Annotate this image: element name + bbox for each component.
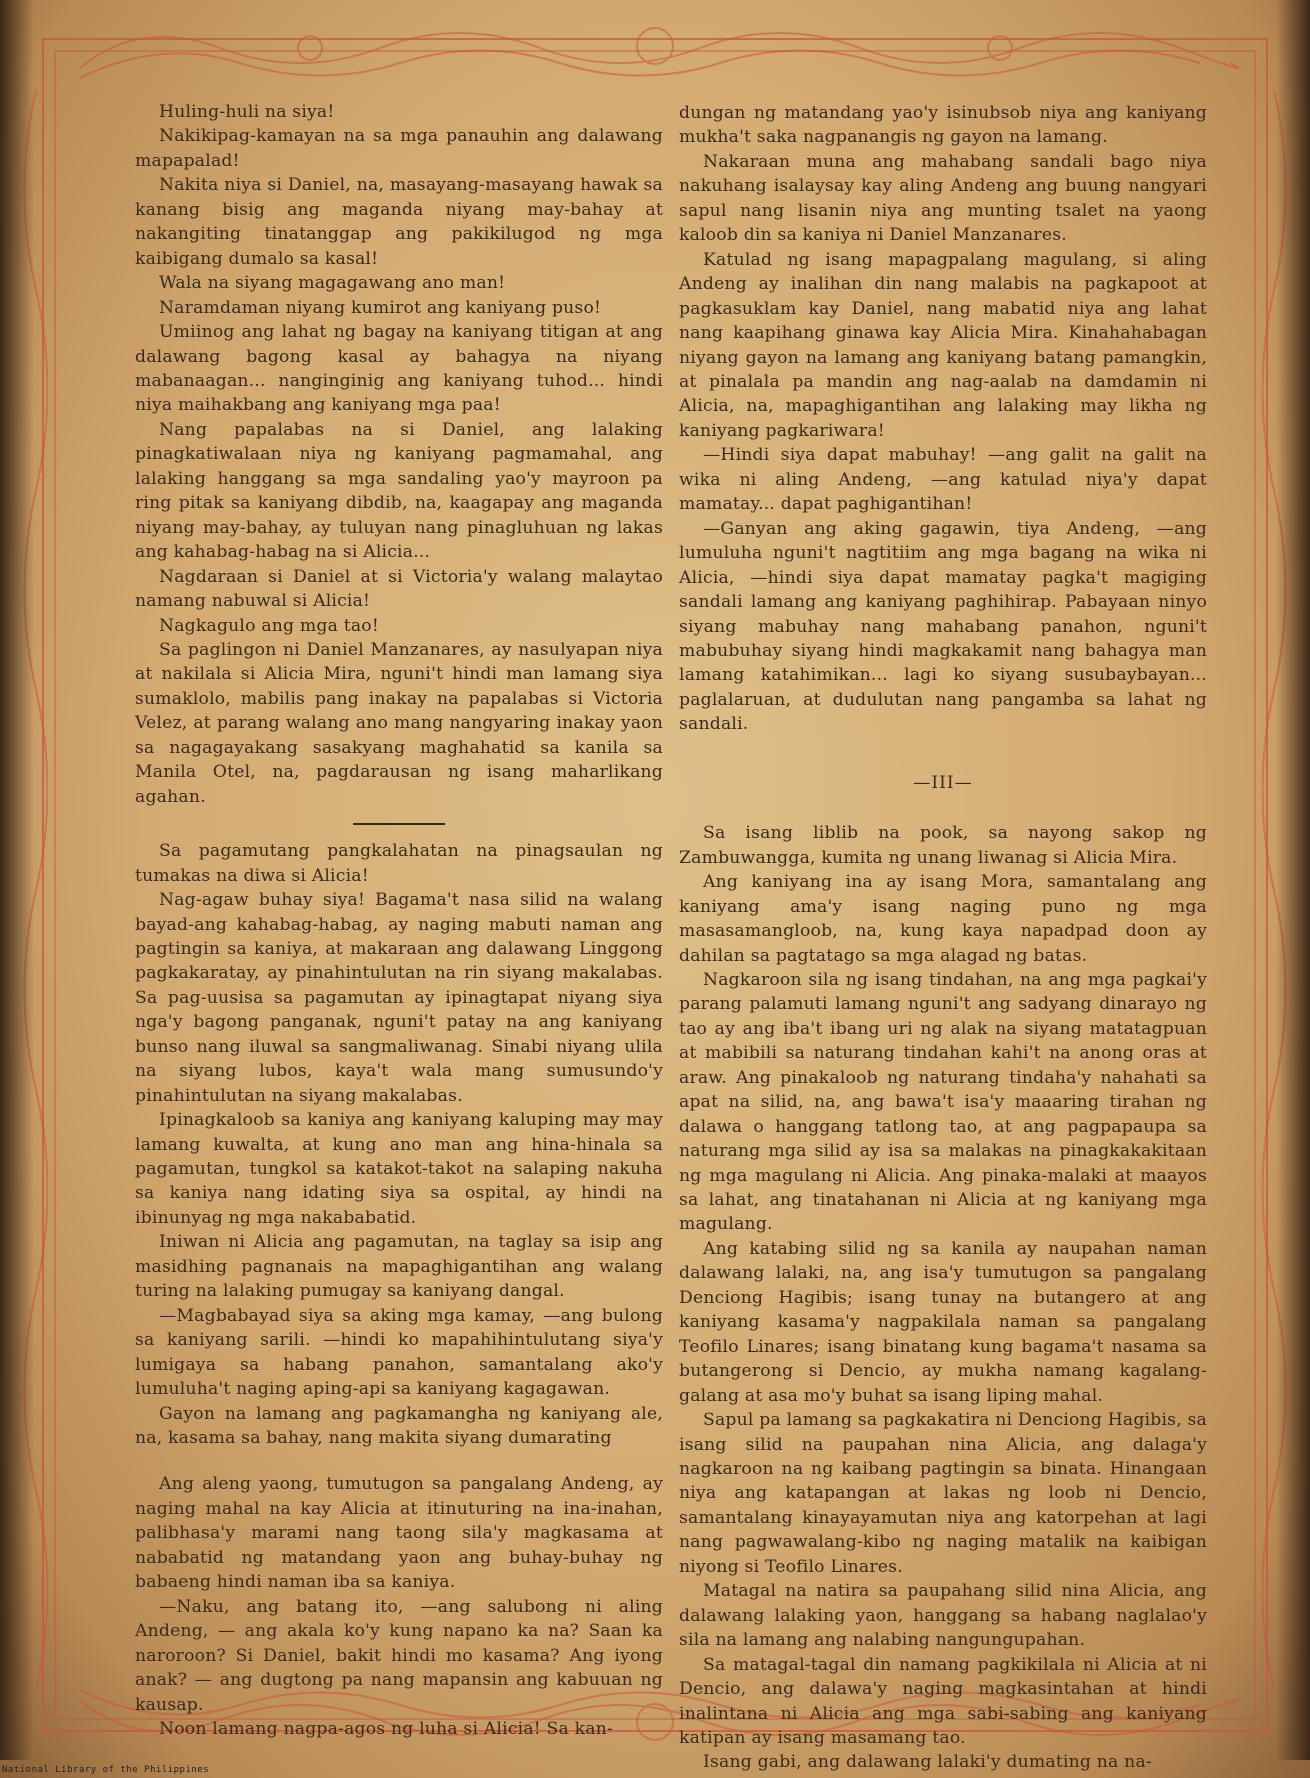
paragraph: Ang katabing silid ng sa kanila ay naupahan naman dalawang lalaki, na, ang isa'y tumutugon sa pangalang Denciong Hagibis; isang tunay na butangero at ang kaniyang kasama'y nagpakilala naman sa pangalang Teofilo Linares; isang binatang kung bagama't nasama sa butangerong si Dencio, ay mukha namang kagalang-galang at asa mo'y buhat sa isang liping mahal. (679, 1238, 1207, 1406)
paragraph: Gayon na lamang ang pagkamangha ng kaniyang ale, na, kasama sa bahay, nang makita siyang dumarating (135, 1403, 663, 1449)
paragraph: —Hindi siya dapat mabuhay! —ang galit na galit na wika ni aling Andeng, —ang katulad niya'y dapat mamatay... dapat paghigantihan! (679, 445, 1207, 515)
paragraph: Sapul pa lamang sa pagkakatira ni Denciong Hagibis, sa isang silid na paupahan nina Alicia, ang dalaga'y nagkaroon na ng kaibang pagtingin sa binata. Hinangaan niya ang katapangan at lakas ng loob ni Dencio, samantalang kinayayamutan niya ang katorpehan at lagi nang pagwawalang-kibo ng naging matalik na kaibigan niyong si Teofilo Linares. (679, 1410, 1207, 1577)
paragraph: Umiinog ang lahat ng bagay na kaniyang titigan at ang dalawang bagong kasal ay bahagya na niyang mabanaagan... nanginginig ang kaniyang tuhod... hindi niya maihakbang ang kaniyang mga paa! (135, 322, 663, 416)
section-separator-rule (353, 823, 445, 825)
left-edge-wear (0, 0, 34, 1760)
library-credit: National Library of the Philippines (2, 1765, 210, 1775)
right-edge-wear (1276, 0, 1310, 1760)
paragraph: Noon lamang nagpa-agos ng luha si Alicia! Sa kan- (159, 1719, 613, 1739)
paragraph: Matagal na natira sa paupahang silid nina Alicia, ang dalawang lalaking yaon, hanggang sa habang naglalao'y sila na lamang ang nalabing nangungupahan. (679, 1581, 1207, 1651)
paragraph: Nagkagulo ang mga tao! (159, 615, 379, 636)
right-text-column (679, 101, 1207, 1775)
paragraph: —Ganyan ang aking gagawin, tiya Andeng, —ang lumuluha nguni't nagtitiim ang mga bagang na wika ni Alicia, —hindi siya dapat mamatay pagka't magiging sandali lamang ang kaniyang paghihirap. Pabayaan ninyo siyang mabuhay nang mahabang panahon, nguni't mabubuhay siyang hindi magkakamit nang bahagya man lamang katahimikan... lagi ko siyang susubaybayan... paglalaruan, at dudulutan nang pangamba sa lahat ng sandali. (679, 518, 1207, 735)
paragraph: Isang gabi, ang dalawang lalaki'y dumating na na- (703, 1752, 1152, 1773)
paragraph: Nang papalabas na si Daniel, ang lalaking pinagkatiwalaan niya ng kaniyang pagmamahal, ang lalaking hanggang sa mga sandaling yao'y mayroon pa ring pitak sa kaniyang dibdib, na, kaagapay ang maganda niyang may-bahay, ay tuluyan nang pinagluhuan ng lakas ang kahabag-habag na si Alicia... (135, 419, 663, 563)
paragraph: Ang aleng yaong, tumutugon sa pangalang Andeng, ay naging mahal na kay Alicia at itinuturing na ina-inahan, palibhasa'y marami nang taong sila'y magkasama at nababatid ng matandang yaon ang buhay-buhay ng babaeng hindi naman iba sa kaniya. (135, 1474, 663, 1593)
top-ornament-band (60, 8, 1250, 88)
paragraph: Iniwan ni Alicia ang pagamutan, na taglay sa isip ang masidhing pagnanais na mapaghigantihan ang walang turing na lalaking pumugay sa kaniyang dangal. (135, 1232, 663, 1302)
paragraph: Nagdaraan si Daniel at si Victoria'y walang malaytao namang nabuwal si Alicia! (135, 566, 663, 612)
paragraph: Nakita niya si Daniel, na, masayang-masayang hawak sa kanang bisig ang maganda niyang may-bahay at nakangiting tinatanggap ang pakikilugod ng mga kaibigang dumalo sa kasal! (135, 175, 663, 269)
paragraph: Sa paglingon ni Daniel Manzanares, ay nasulyapan niya at nakilala si Alicia Mira, nguni't hindi man lamang siya sumaklolo, mabilis pang inakay na papalabas si Victoria Velez, at parang walang ano mang nangyaring inakay yaon sa nagagayakang sasakyang maghahatid sa kanila sa Manila Otel, na, pagdarausan ng isang maharlikang agahan. (135, 639, 663, 807)
section-heading: —III— (913, 772, 973, 793)
paragraph: Katulad ng isang mapagpalang magulang, si aling Andeng ay inalihan din nang malabis na pagkapoot at pagkasuklam kay Daniel, nang mabatid niya ang lahat nang kaapihang ginawa kay Alicia Mira. Kinahahabagan niyang gayon na lamang ang kaniyang batang pamangkin, at pinalala pa mandin ang nag-aalab na damdamin ni Alicia, na, mapaghigantihan ang lalaking may likha ng kaniyang pagkariwara! (679, 249, 1207, 441)
left-text-column (135, 100, 663, 1741)
paragraph: —Naku, ang batang ito, —ang salubong ni aling Andeng, — ang akala ko'y kung napano ka na? Saan ka naroroon? Si Daniel, bakit hindi mo kasama? Ang iyong anak? — ang dugtong pa nang mapansin ang kabuuan ng kausap. (135, 1596, 663, 1715)
paragraph: Huling-huli na siya! (159, 102, 335, 122)
paragraph: Ang kaniyang ina ay isang Mora, samantalang ang kaniyang ama'y isang naging puno ng mga masasamangloob, na, kung kaya napadpad doon ay dahilan sa pagtatago sa mga alagad ng batas. (679, 872, 1207, 966)
paragraph: Sa isang liblib na pook, sa nayong sakop ng Zambuwangga, kumita ng unang liwanag si Alicia Mira. (679, 823, 1207, 868)
paragraph: Naramdaman niyang kumirot ang kaniyang puso! (159, 297, 602, 318)
paragraph: Nag-agaw buhay siya! Bagama't nasa silid na walang bayad-ang kahabag-habag, ay naging mabuti naman ang pagtingin sa kaniya, at makaraan ang dalawang Linggong pagkakaratay, ay pinahintulutan na rin siyang makalabas. Sa pag-uusisa sa pagamutan ay ipinagtapat niyang siya nga'y bagong panganak, nguni't patay na ang kaniyang bunso nang iluwal sa sangmaliwanag. Sinabi niyang ulila na siyang lubos, kaya't wala mang sumusundo'y pinahintulutan na siyang makalabas. (135, 890, 663, 1106)
paragraph: Nagkaroon sila ng isang tindahan, na ang mga pagkai'y parang palamuti lamang nguni't ang sadyang dinarayo ng tao ay ang iba't ibang uri ng alak na siyang matatagpuan at mabibili sa naturang tindahan kahi't na anong oras at araw. Ang pinakaloob ng naturang tindaha'y nahahati sa apat na silid, na, ang bawa't isa'y maaaring tirahan ng dalawa o hanggang tatlong tao, at ang pagpapaupa sa naturang mga silid ay isa sa malakas na pinagkakakitaan ng mga magulang ni Alicia. Ang pinaka-malaki at maayos sa lahat, ang tinatahanan ni Alicia at ng kaniyang mga magulang. (679, 969, 1207, 1235)
paragraph: Nakaraan muna ang mahabang sandali bago niya nakuhang isalaysay kay aling Andeng ang buung nangyari sapul nang lisanin niya ang munting tsalet na yaong kaloob din sa kaniya ni Daniel Manzanares. (679, 151, 1207, 246)
paragraph: Wala na siyang magagawang ano man! (159, 273, 506, 294)
paragraph: Ipinagkaloob sa kaniya ang kaniyang kaluping may may lamang kuwalta, at kung ano man ang hina-hinala sa pagamutan, tungkol sa katakot-takot na salaping nakuha sa kaniya nang idating siya sa ospital, ay hindi na ibinunyag ng mga nakababatid. (135, 1110, 663, 1228)
paragraph: Sa pagamutang pangkalahatan na pinagsaulan ng tumakas na diwa si Alicia! (135, 841, 663, 886)
paragraph: —Magbabayad siya sa aking mga kamay, —ang bulong sa kaniyang sarili. —hindi ko mapahihintulutang siya'y lumigaya sa habang panahon, samantalang ako'y lumuluha't naging aping-api sa kaniyang kagagawan. (135, 1305, 663, 1400)
paragraph: Sa matagal-tagal din namang pagkikilala ni Alicia at ni Dencio, ang dalawa'y naging magkasintahan at hindi inalintana ni Alicia ang mga sabi-sabing ang kaniyang katipan ay isang masamang tao. (679, 1654, 1207, 1748)
paragraph: Nakikipag-kamayan na sa mga panauhin ang dalawang mapapalad! (135, 126, 663, 171)
paragraph: dungan ng matandang yao'y isinubsob niya ang kaniyang mukha't saka nagpanangis ng gayon na lamang. (679, 103, 1207, 148)
